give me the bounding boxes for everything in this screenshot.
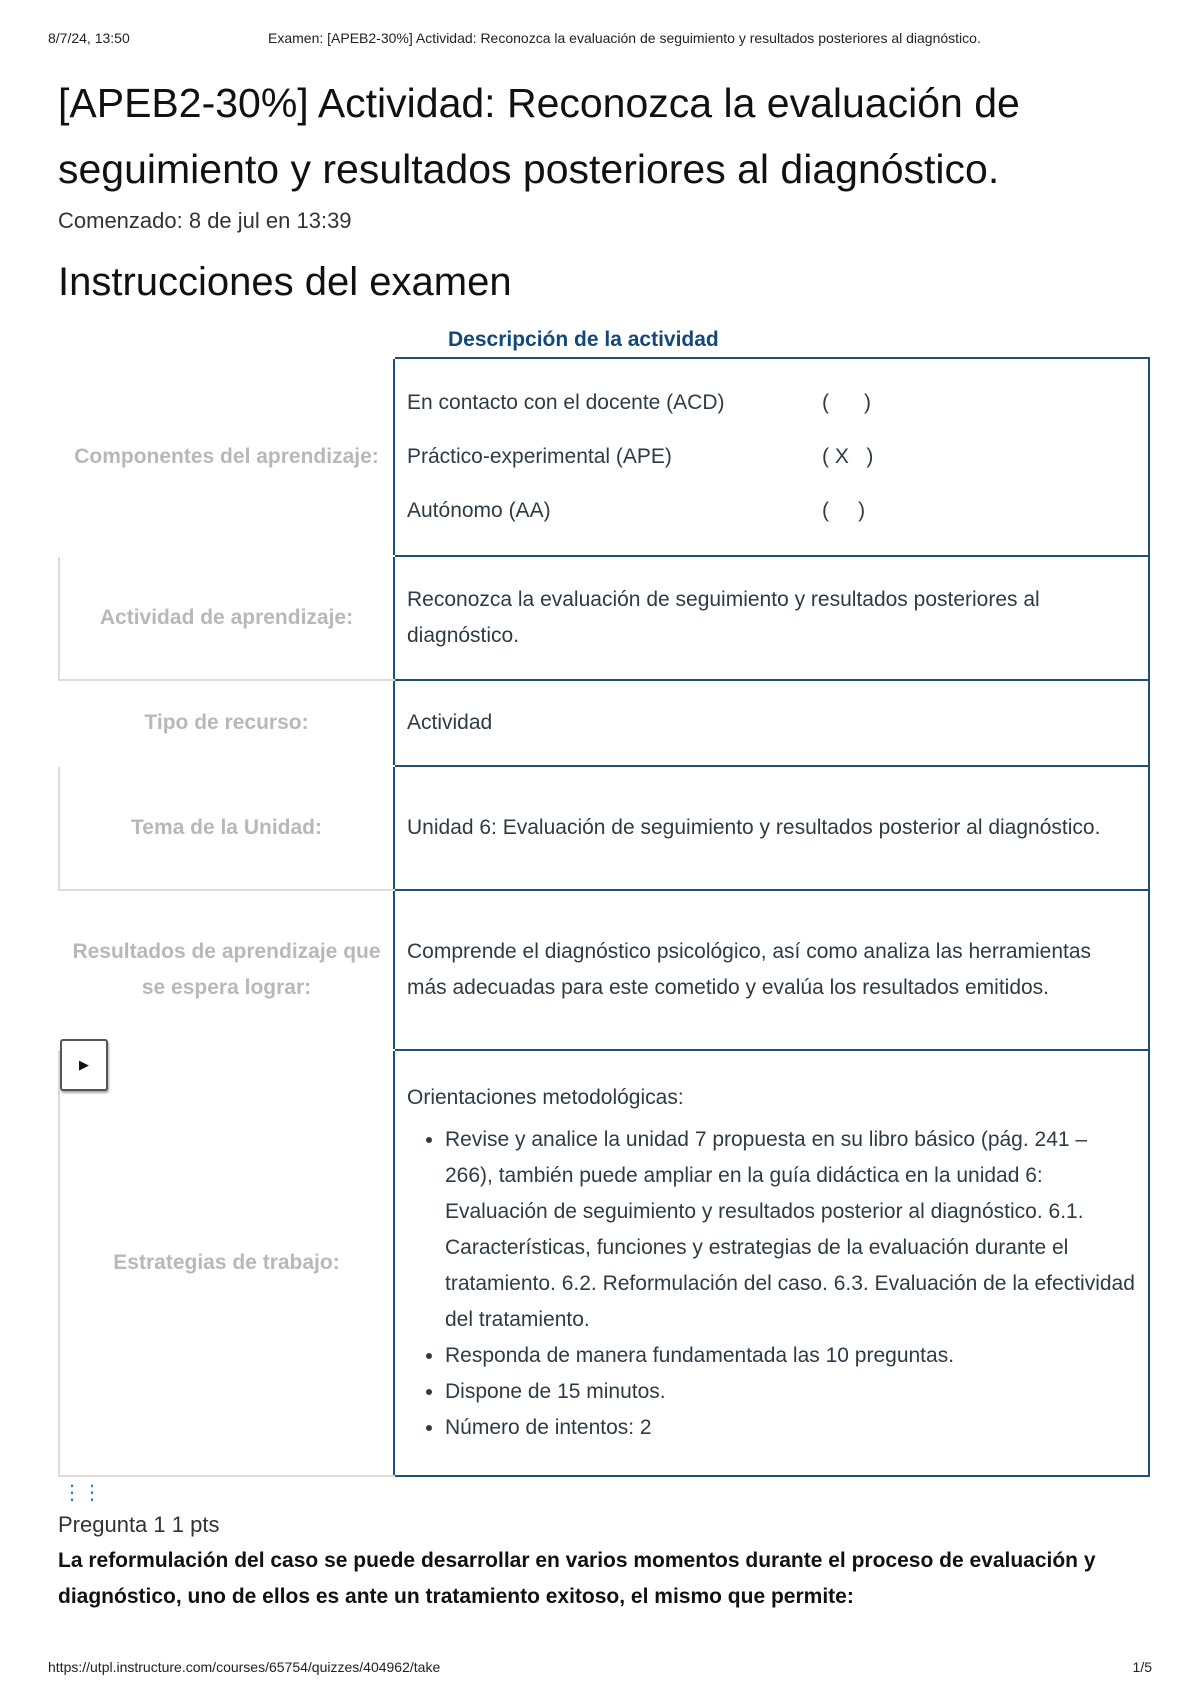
quiz-title: [APEB2-30%] Actividad: Reconozca la evaluación de seguimiento y resultados posteriores al diagnóstico. [58, 80, 1020, 192]
components-value [394, 358, 1149, 556]
table-row [59, 890, 1149, 1050]
component-name: Práctico-experimental (APE) [407, 445, 672, 468]
started-timestamp: Comenzado: 8 de jul en 13:39 [58, 208, 352, 233]
component-mark: ( ) [822, 391, 871, 414]
print-page-number: 1/5 [1132, 1659, 1152, 1675]
strategies-label: Estrategias de trabajo: [113, 1251, 340, 1274]
print-document-title: Examen: [APEB2-30%] Actividad: Reconozca la evaluación de seguimiento y resultados posteriores al diagnóstico. [268, 30, 981, 46]
component-item [407, 484, 1136, 538]
component-name: Autónomo (AA) [407, 499, 551, 522]
quiz-content [58, 70, 1148, 1615]
learning-results-value: Comprende el diagnóstico psicológico, así como analiza las herramientas más adecuadas para este cometido y evalúa los resultados emitidos. [394, 890, 1149, 1050]
component-item [407, 430, 1136, 484]
component-item [407, 376, 1136, 430]
activity-label: Actividad de aprendizaje: [59, 556, 394, 680]
play-icon: ▶ [79, 1057, 89, 1072]
list-item: • Número de intentos: 2 [445, 1410, 1136, 1446]
unit-topic-value: Unidad 6: Evaluación de seguimiento y resultados posterior al diagnóstico. [394, 766, 1149, 890]
print-header [48, 30, 1152, 50]
resource-type-label: Tipo de recurso: [144, 711, 309, 734]
component-name: En contacto con el docente (ACD) [407, 391, 725, 414]
question-header: Pregunta 1 1 pts [58, 1512, 220, 1537]
activity-description-table [58, 357, 1150, 1477]
print-url: https://utpl.instructure.com/courses/65754/quizzes/404962/take [48, 1659, 441, 1675]
play-toggle-button[interactable] [60, 1039, 108, 1091]
list-item: • Responda de manera fundamentada las 10 preguntas. [445, 1338, 1136, 1374]
strategies-intro: Orientaciones metodológicas: [407, 1086, 684, 1109]
table-row [59, 680, 1149, 766]
table-row [59, 1050, 1149, 1476]
list-item: • Revise y analice la unidad 7 propuesta en su libro básico (pág. 241 – 266), también puede ampliar en la guía didáctica en la unidad 6: Evaluación de seguimiento y resultados posterior al diagnóstico. 6.1. Características, funciones y estrategias de la evaluación durante el tratamiento. 6.2. Reformulación del caso. 6.3. Evaluación de la efectividad del tratamiento. [445, 1122, 1136, 1338]
unit-topic-label: Tema de la Unidad: [59, 766, 394, 890]
table-row [59, 556, 1149, 680]
drag-handle-icon[interactable]: ⋮⋮ [62, 1482, 102, 1504]
strategies-value [394, 1050, 1149, 1476]
question-text: La reformulación del caso se puede desarrollar en varios momentos durante el proceso de evaluación y diagnóstico, uno de ellos es ante un tratamiento exitoso, el mismo que permite: [58, 1549, 1096, 1608]
activity-value: Reconozca la evaluación de seguimiento y resultados posteriores al diagnóstico. [394, 556, 1149, 680]
component-mark: ( X ) [822, 445, 874, 468]
print-date: 8/7/24, 13:50 [48, 30, 130, 46]
resource-type-value: Actividad [394, 680, 1149, 766]
strategies-label-cell [59, 1050, 394, 1476]
table-row [59, 358, 1149, 556]
list-item: • Dispone de 15 minutos. [445, 1374, 1136, 1410]
table-row [59, 766, 1149, 890]
components-label: Componentes del aprendizaje: [74, 445, 379, 468]
learning-results-label: Resultados de aprendizaje que se espera lograr: [72, 940, 381, 999]
instructions-heading: Instrucciones del examen [58, 260, 512, 304]
description-caption: Descripción de la actividad [448, 328, 719, 351]
component-mark: ( ) [822, 499, 866, 522]
strategies-list [407, 1122, 1136, 1446]
print-footer [48, 1659, 1152, 1679]
